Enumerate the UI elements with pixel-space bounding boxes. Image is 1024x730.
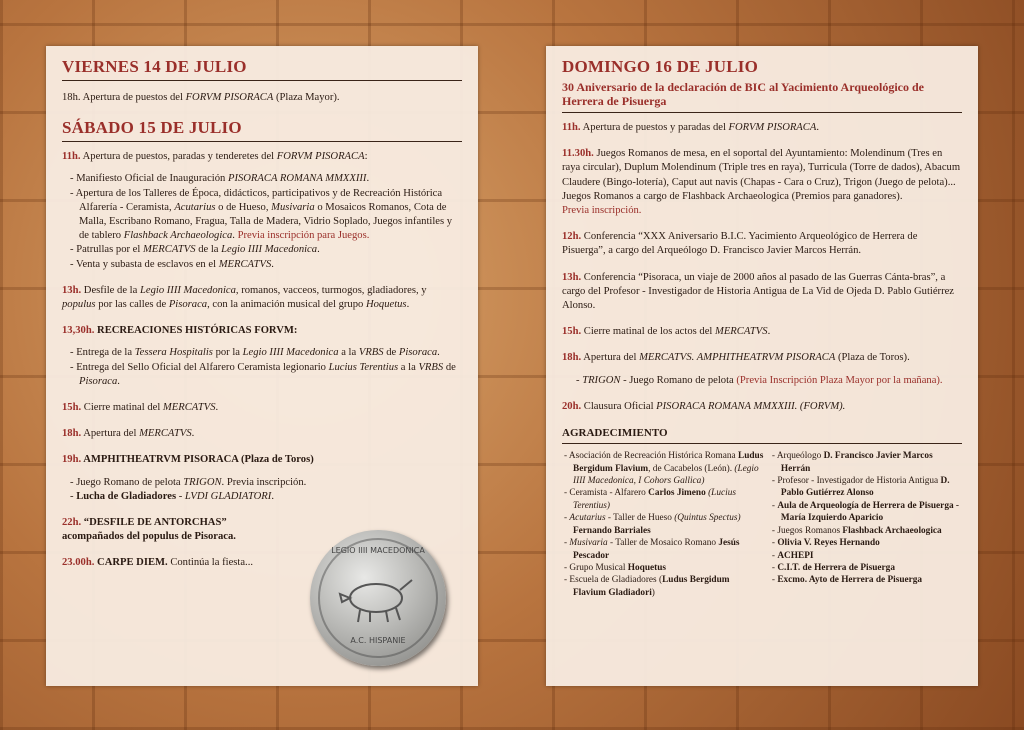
list-item: - Entrega del Sello Oficial del Alfarero Ceramista legionario Lucius Terentius a la VRBS de Pisoraca. xyxy=(68,361,462,389)
list-item: - Asociación de Recreación Histórica Romana Ludus Bergidum Flavium, de Cacabelos (León). (Legio IIII Macedonica, I Cohors Gallica) xyxy=(562,450,764,487)
list-item: - Manifiesto Oficial de Inauguración PISORACA ROMANA MMXXIII. xyxy=(68,172,462,186)
list-item: - Escuela de Gladiadores (Ludus Bergidum Flavium Gladiadori) xyxy=(562,574,764,599)
list-item: - Aula de Arqueología de Herrera de Pisuerga - María Izquierdo Aparicio xyxy=(770,500,962,525)
list-item: - Juegos Romanos Flashback Archaeologica xyxy=(770,525,962,537)
friday-heading: VIERNES 14 DE JULIO xyxy=(62,56,462,81)
event-19h: 19h. AMPHITHEATRVM PISORACA (Plaza de Toros) xyxy=(62,454,314,466)
event-20h: 20h. Clausura Oficial PISORACA ROMANA MMXXIII. (FORVM). xyxy=(562,400,846,412)
list-item: - C.I.T. de Herrera de Pisuerga xyxy=(770,562,962,574)
event-11h-list xyxy=(62,172,462,271)
acknowledgements-list xyxy=(562,450,962,599)
list-item: - Musivaria - Taller de Mosaico Romano Jesús Pescador xyxy=(562,537,764,562)
roman-coin-image: LEGIO IIII MACEDONICA A.C. HISPANIE xyxy=(310,530,446,666)
list-item: - Entrega de la Tessera Hospitalis por la Legio IIII Macedonica a la VRBS de Pisoraca. xyxy=(68,346,462,360)
event-1330h: 13,30h. RECREACIONES HISTÓRICAS FORVM: xyxy=(62,325,298,337)
saturday-heading: SÁBADO 15 DE JULIO xyxy=(62,117,462,142)
list-item: - Acutarius - Taller de Hueso (Quintus Spectus) Fernando Barriales xyxy=(562,512,764,537)
list-item: - Apertura de los Talleres de Época, didácticos, participativos y de Recreación Histórica Alfarería - Ceramista, Acutarius o de Hueso, Musivaria o Mosaicos Romanos, Cota de Malla, Escribano Romano, Fragua, Talla de Madera, Vidrio Soplado, Juegos infantiles y de tablero Flashback Archaeologica. Previa inscripción para Juegos. xyxy=(68,187,462,244)
event-15h: 15h. Cierre matinal de los actos del MERCATVS. xyxy=(562,326,771,338)
ack-column-2 xyxy=(770,450,962,599)
acknowledgements-heading: AGRADECIMIENTO xyxy=(562,426,962,444)
event-19h-list xyxy=(62,476,462,504)
event-18h: 18h. Apertura del MERCATVS. xyxy=(62,428,195,440)
list-item: - Olivia V. Reyes Hernando xyxy=(770,537,962,549)
boar-icon xyxy=(336,570,420,624)
list-item: - ACHEPI xyxy=(770,550,962,562)
event-22h: 22h. “DESFILE DE ANTORCHAS” acompañados del populus de Pisoraca. xyxy=(62,517,236,543)
list-item: - Venta y subasta de esclavos en el MERCATVS. xyxy=(68,258,462,272)
event-11h: 11h. Apertura de puestos, paradas y tenderetes del FORVM PISORACA: xyxy=(62,151,368,163)
event-18h: 18h. Apertura del MERCATVS. AMPHITHEATRVM PISORACA (Plaza de Toros). xyxy=(562,352,910,364)
sunday-heading: DOMINGO 16 DE JULIO xyxy=(562,57,759,76)
right-panel xyxy=(546,46,978,686)
list-item: - Lucha de Gladiadores - LVDI GLADIATORI. xyxy=(68,490,462,504)
event-1130h: 11.30h. Juegos Romanos de mesa, en el soportal del Ayuntamiento: Molendinum (Tres en raya circular), Duplum Molendinum (Triple tres en raya), Turricula (Torre de dados), Abacum Claudere (Bingo-lotería), Caput aut navis (Chapas - Cara o Cruz), Trigon (Juego de pelota)... Juegos Romanos a cargo de Flashback Archaeologica (Premios para ganadores). Previa inscripción. xyxy=(562,148,961,217)
event-12h: 12h. Conferencia “XXX Aniversario B.I.C. Yacimiento Arqueológico de Herrera de Pisuerga”, a cargo del Arqueólogo D. Francisco Javier Marcos Herrán. xyxy=(562,231,918,257)
event-15h: 15h. Cierre matinal del MERCATVS. xyxy=(62,402,219,414)
list-item: - TRIGON - Juego Romano de pelota (Previa Inscripción Plaza Mayor por la mañana). xyxy=(574,374,962,388)
sunday-subtitle: 30 Aniversario de la declaración de BIC al Yacimiento Arqueológico de Herrera de Pisuerga xyxy=(562,80,962,113)
list-item: - Juego Romano de pelota TRIGON. Previa inscripción. xyxy=(68,476,462,490)
list-item: - Grupo Musical Hoquetus xyxy=(562,562,764,574)
left-panel xyxy=(46,46,478,686)
list-item: - Profesor - Investigador de Historia Antigua D. Pablo Gutiérrez Alonso xyxy=(770,475,962,500)
event-13h: 13h. Desfile de la Legio IIII Macedonica, romanos, vacceos, turmogos, gladiadores, y populus por las calles de Pisoraca, con la animación musical del grupo Hoquetus. xyxy=(62,284,427,311)
list-item: - Patrullas por el MERCATVS de la Legio IIII Macedonica. xyxy=(68,243,462,257)
list-item: - Arqueólogo D. Francisco Javier Marcos Herrán xyxy=(770,450,962,475)
list-item: - Excmo. Ayto de Herrera de Pisuerga xyxy=(770,574,962,586)
event-11h: 11h. Apertura de puestos y paradas del FORVM PISORACA. xyxy=(562,122,819,133)
friday-event: 18h. Apertura de puestos del FORVM PISORACA (Plaza Mayor). xyxy=(62,92,340,103)
event-18h-list xyxy=(562,374,962,388)
event-1330h-list xyxy=(62,346,462,389)
ack-column-1 xyxy=(562,450,770,599)
list-item: - Ceramista - Alfarero Carlos Jimeno (Lucius Terentius) xyxy=(562,487,764,512)
event-23h: 23.00h. CARPE DIEM. Continúa la fiesta... xyxy=(62,557,253,569)
event-13h: 13h. Conferencia “Pisoraca, un viaje de 2000 años al pasado de las Guerras Cánta-bras”, a cargo del Profesor - Investigador de Historia Antigua de La Vid de Ojeda D. Pablo Gutiérrez Alonso. xyxy=(562,271,955,312)
